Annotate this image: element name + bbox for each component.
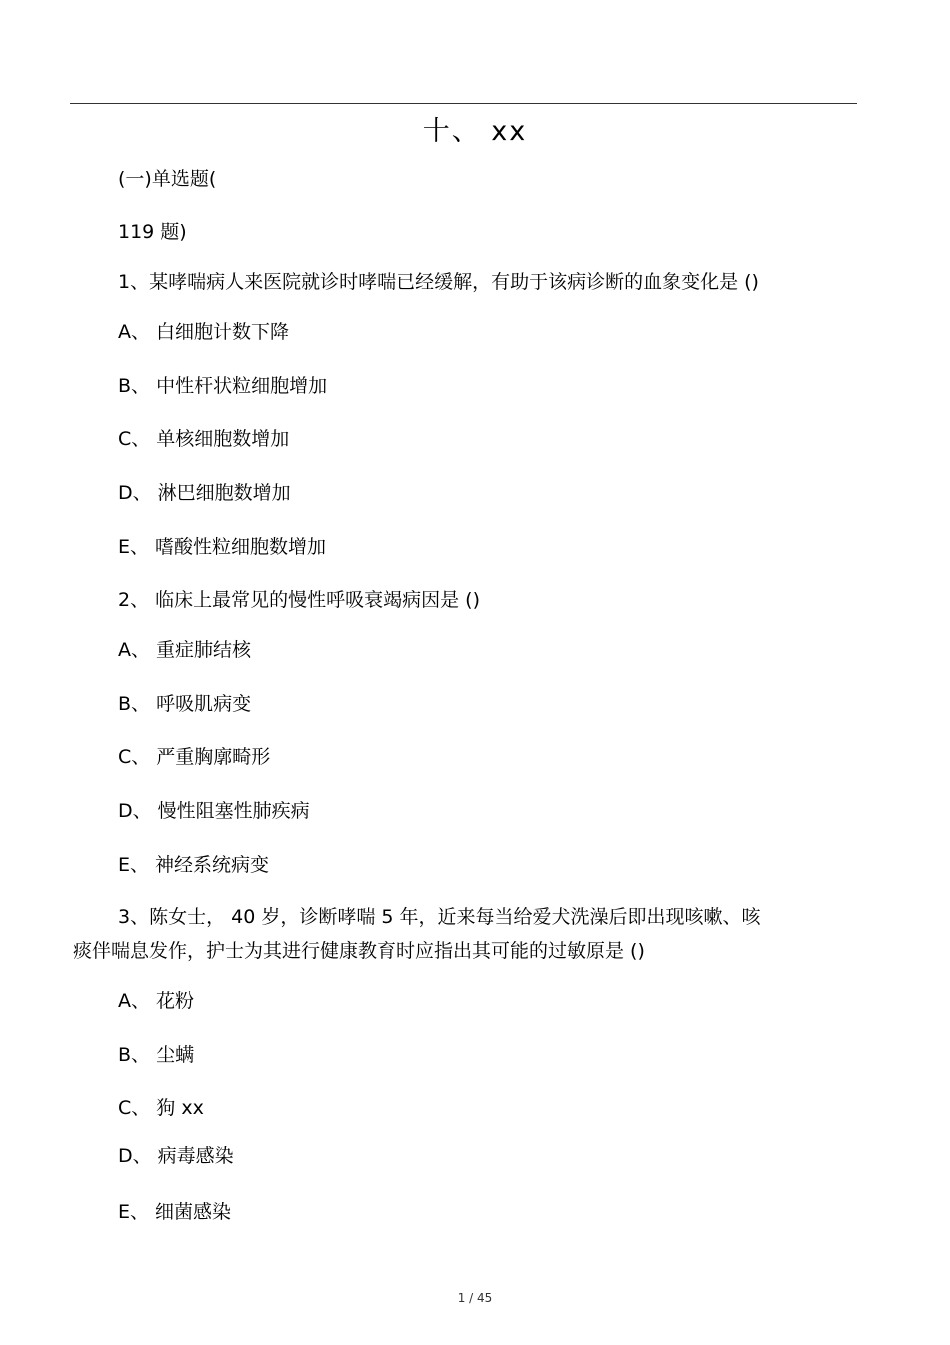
question-2-option-a: A、 重症肺结核 xyxy=(118,639,252,661)
question-1-stem: 1、某哮喘病人来医院就诊时哮喘已经缓解，有助于该病诊断的血象变化是 () xyxy=(118,271,759,293)
question-2-option-c: C、 严重胸廓畸形 xyxy=(118,746,271,768)
question-3-option-b: B、 尘螨 xyxy=(118,1044,195,1066)
question-2-option-d: D、 慢性阻塞性肺疾病 xyxy=(118,800,310,822)
question-3-option-a: A、 花粉 xyxy=(118,990,195,1012)
question-1-option-c: C、 单核细胞数增加 xyxy=(118,428,290,450)
question-1-option-a: A、 白细胞计数下降 xyxy=(118,321,290,343)
question-2-option-b: B、 呼吸肌病变 xyxy=(118,693,252,715)
question-3-option-e: E、 细菌感染 xyxy=(118,1201,232,1223)
question-2-option-e: E、 神经系统病变 xyxy=(118,854,270,876)
question-1-option-e: E、 嗜酸性粒细胞数增加 xyxy=(118,536,327,558)
section-heading-line2: 119 题) xyxy=(118,221,187,243)
chapter-title: 十、 xx xyxy=(422,116,528,147)
question-3-option-c: C、 狗 xx xyxy=(118,1097,204,1119)
question-3-stem-line1: 3、陈女士， 40 岁，诊断哮喘 5 年，近来每当给爱犬洗澡后即出现咳嗽、咳 xyxy=(118,906,761,928)
question-3-stem-line2: 痰伴喘息发作，护士为其进行健康教育时应指出其可能的过敏原是 () xyxy=(73,940,645,962)
question-1-option-b: B、 中性杆状粒细胞增加 xyxy=(118,375,328,397)
section-heading-line1: (一)单选题( xyxy=(118,168,217,190)
question-3-option-d: D、 病毒感染 xyxy=(118,1145,234,1167)
question-2-stem: 2、 临床上最常见的慢性呼吸衰竭病因是 () xyxy=(118,589,480,611)
header-divider xyxy=(70,103,857,104)
question-1-option-d: D、 淋巴细胞数增加 xyxy=(118,482,291,504)
page-number: 1 / 45 xyxy=(457,1291,493,1305)
